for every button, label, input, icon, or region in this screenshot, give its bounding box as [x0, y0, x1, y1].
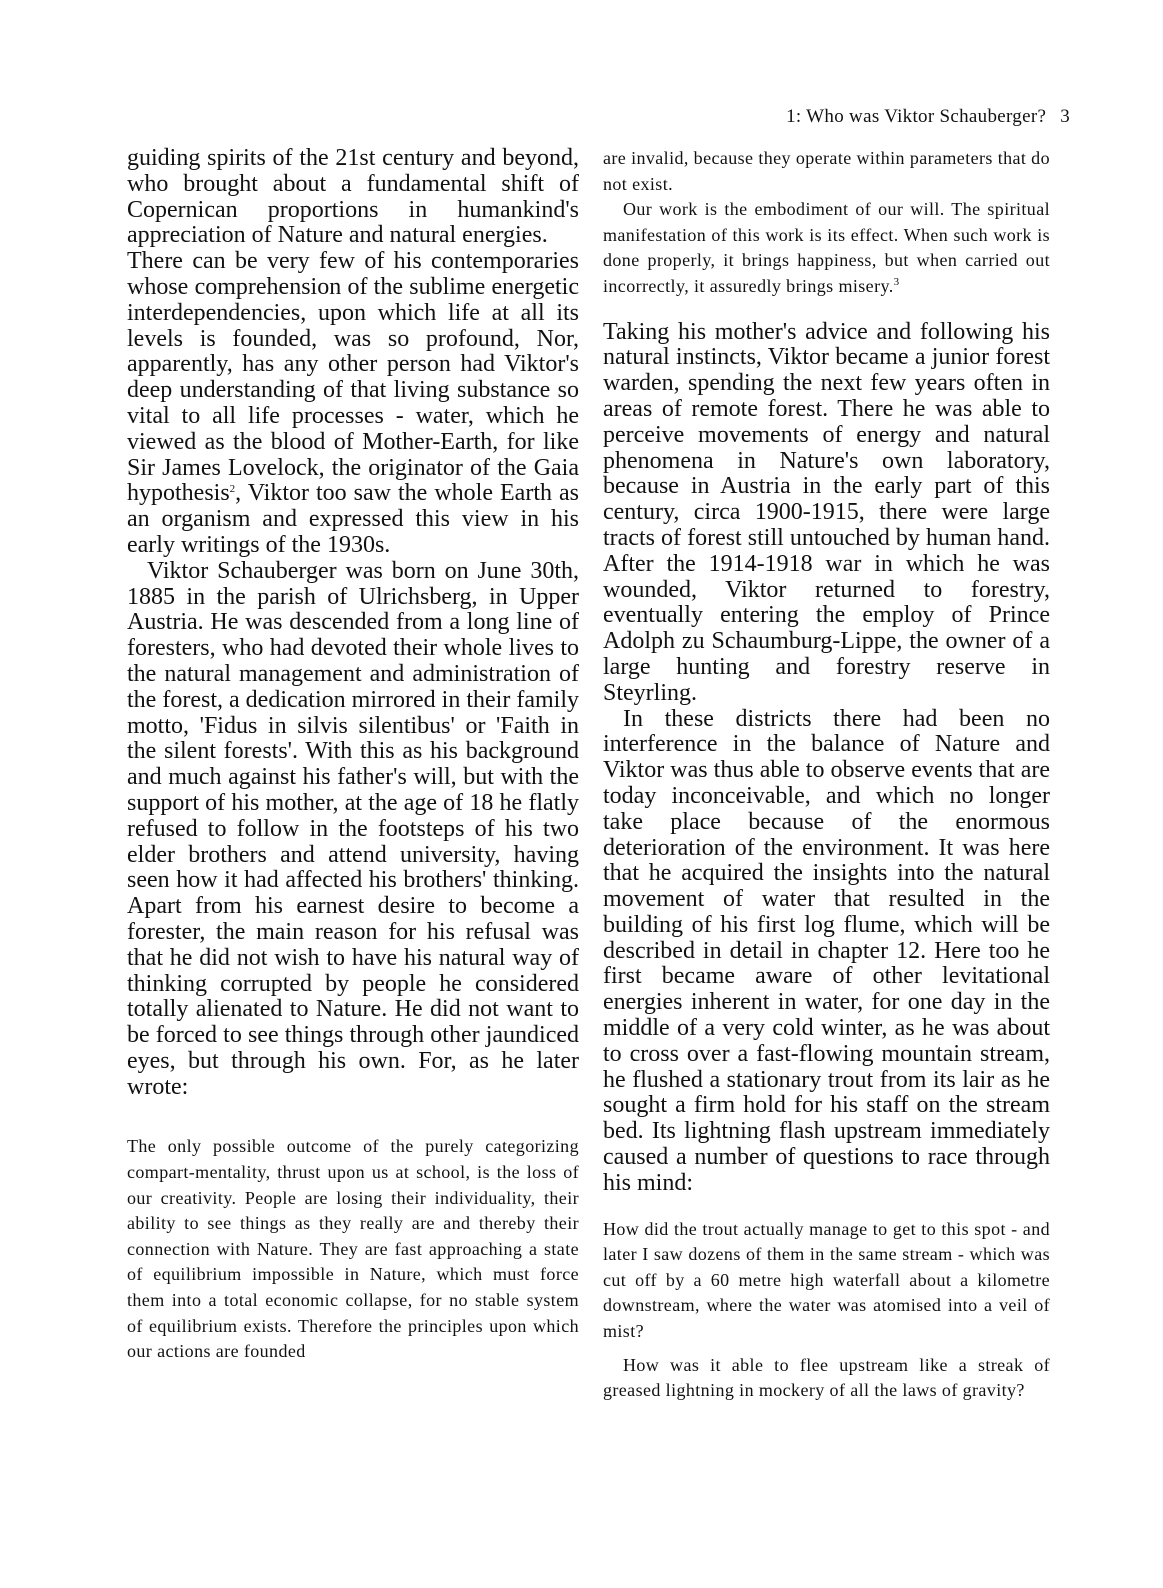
footnote-marker[interactable]: 2 [229, 483, 236, 496]
footnote-marker[interactable]: 3 [893, 275, 900, 288]
body-paragraph [127, 249, 579, 559]
page-number: 3 [1060, 106, 1070, 127]
body-paragraph: Taking his mother's advice and following his natural instincts, Viktor became a junior forest warden, spending the next few years often in areas of remote forest. There he was able to perceive movements of energy and natural phenomena in Nature's own laboratory, because in Austria in the early part of this century, circa 1900-1915, there were large tracts of forest still untouched by human hand. After the 1914-1918 war in which he was wounded, Viktor returned to forestry, eventually entering the employ of Prince Adolph zu Schaumburg-Lippe, the owner of a large hunting and forestry reserve in Steyrling. [603, 318, 1050, 706]
body-paragraph: In these districts there had been no interference in the balance of Nature and Viktor was thus able to observe events that are today inconceivable, and which no longer take place because of the enormous deterioration of the environment. It was here that he acquired the insights into the natural movement of water that resulted in the building of his first log flume, which will be described in detail in chapter 12. Here too he first became aware of other levitational energies inherent in water, for one day in the middle of a very cold winter, as he was about to cross over a fast-flowing mountain stream, he flushed a stationary trout from its lair as he sought a firm hold for his staff on the stream bed. Its lightning flash upstream immediately caused a number of questions to race through his mind: [603, 705, 1050, 1196]
block-quote: How was it able to flee upstream like a streak of greased lightning in mockery of all the laws of gravity? [603, 1354, 1050, 1401]
block-quote [603, 197, 1050, 299]
body-paragraph: guiding spirits of the 21st century and beyond, who brought about a fundamental shift of Copernican proportions in humankind's appreciation of Nature and natural energies. [127, 145, 579, 249]
paragraph-text: , Viktor too saw the whole Earth as an organism and expressed this view in his early writings of the 1930s. [127, 480, 579, 558]
block-quote-continued: are invalid, because they operate within parameters that do not exist. [603, 148, 1050, 194]
chapter-title: 1: Who was Viktor Schauberger? [786, 106, 1047, 127]
block-quote: How did the trout actually manage to get to this spot - and later I saw dozens of them in the same stream - which was cut off by a 60 metre high waterfall about a kilometre downstream, where the water was atomised into a veil of mist? [603, 1218, 1050, 1342]
right-column [603, 146, 1050, 1404]
quote-text: Our work is the embodiment of our will. The spiritual manifestation of this work is its effect. When such work is done properly, it brings happiness, but when carried out incorrectly, it assuredly brings misery. [603, 199, 1050, 296]
block-quote: The only possible outcome of the purely categorizing compart-mentality, thrust upon us at school, is the loss of our creativity. People are losing their individuality, their ability to see things as they really are and thereby their connection with Nature. They are fast approaching a state of equilibrium impossible in Nature, which must force them into a total economic collapse, for no stable system of equilibrium exists. Therefore the principles upon which our actions are founded [127, 1136, 579, 1362]
paragraph-text: There can be very few of his contemporaries whose comprehension of the sublime energetic interdependencies, upon which life at all its levels is founded, was so profound, Nor, apparently, has any other person had Viktor's deep understanding of that living substance so vital to all life processes - water, which he viewed as the blood of Mother-Earth, for like Sir James Lovelock, the originator of the Gaia hypothesis [127, 248, 579, 507]
running-header [786, 106, 1070, 128]
left-column [127, 146, 579, 1365]
body-paragraph: Viktor Schauberger was born on June 30th, 1885 in the parish of Ulrichsberg, in Upper Austria. He was descended from a long line of foresters, who had devoted their whole lives to the natural management and administration of the forest, a dedication mirrored in their family motto, 'Fidus in silvis silentibus' or 'Faith in the silent forests'. With this as his background and much against his father's will, but with the support of his mother, at the age of 18 he flatly refused to follow in the footsteps of his two elder brothers and attend university, having seen how it had affected his brothers' thinking. Apart from his earnest desire to become a forester, the main reason for his refusal was that he did not wish to have his natural way of thinking corrupted by people he considered totally alienated to Nature. He did not want to be forced to see things through other jaundiced eyes, but through his own. For, as he later wrote: [127, 557, 579, 1100]
